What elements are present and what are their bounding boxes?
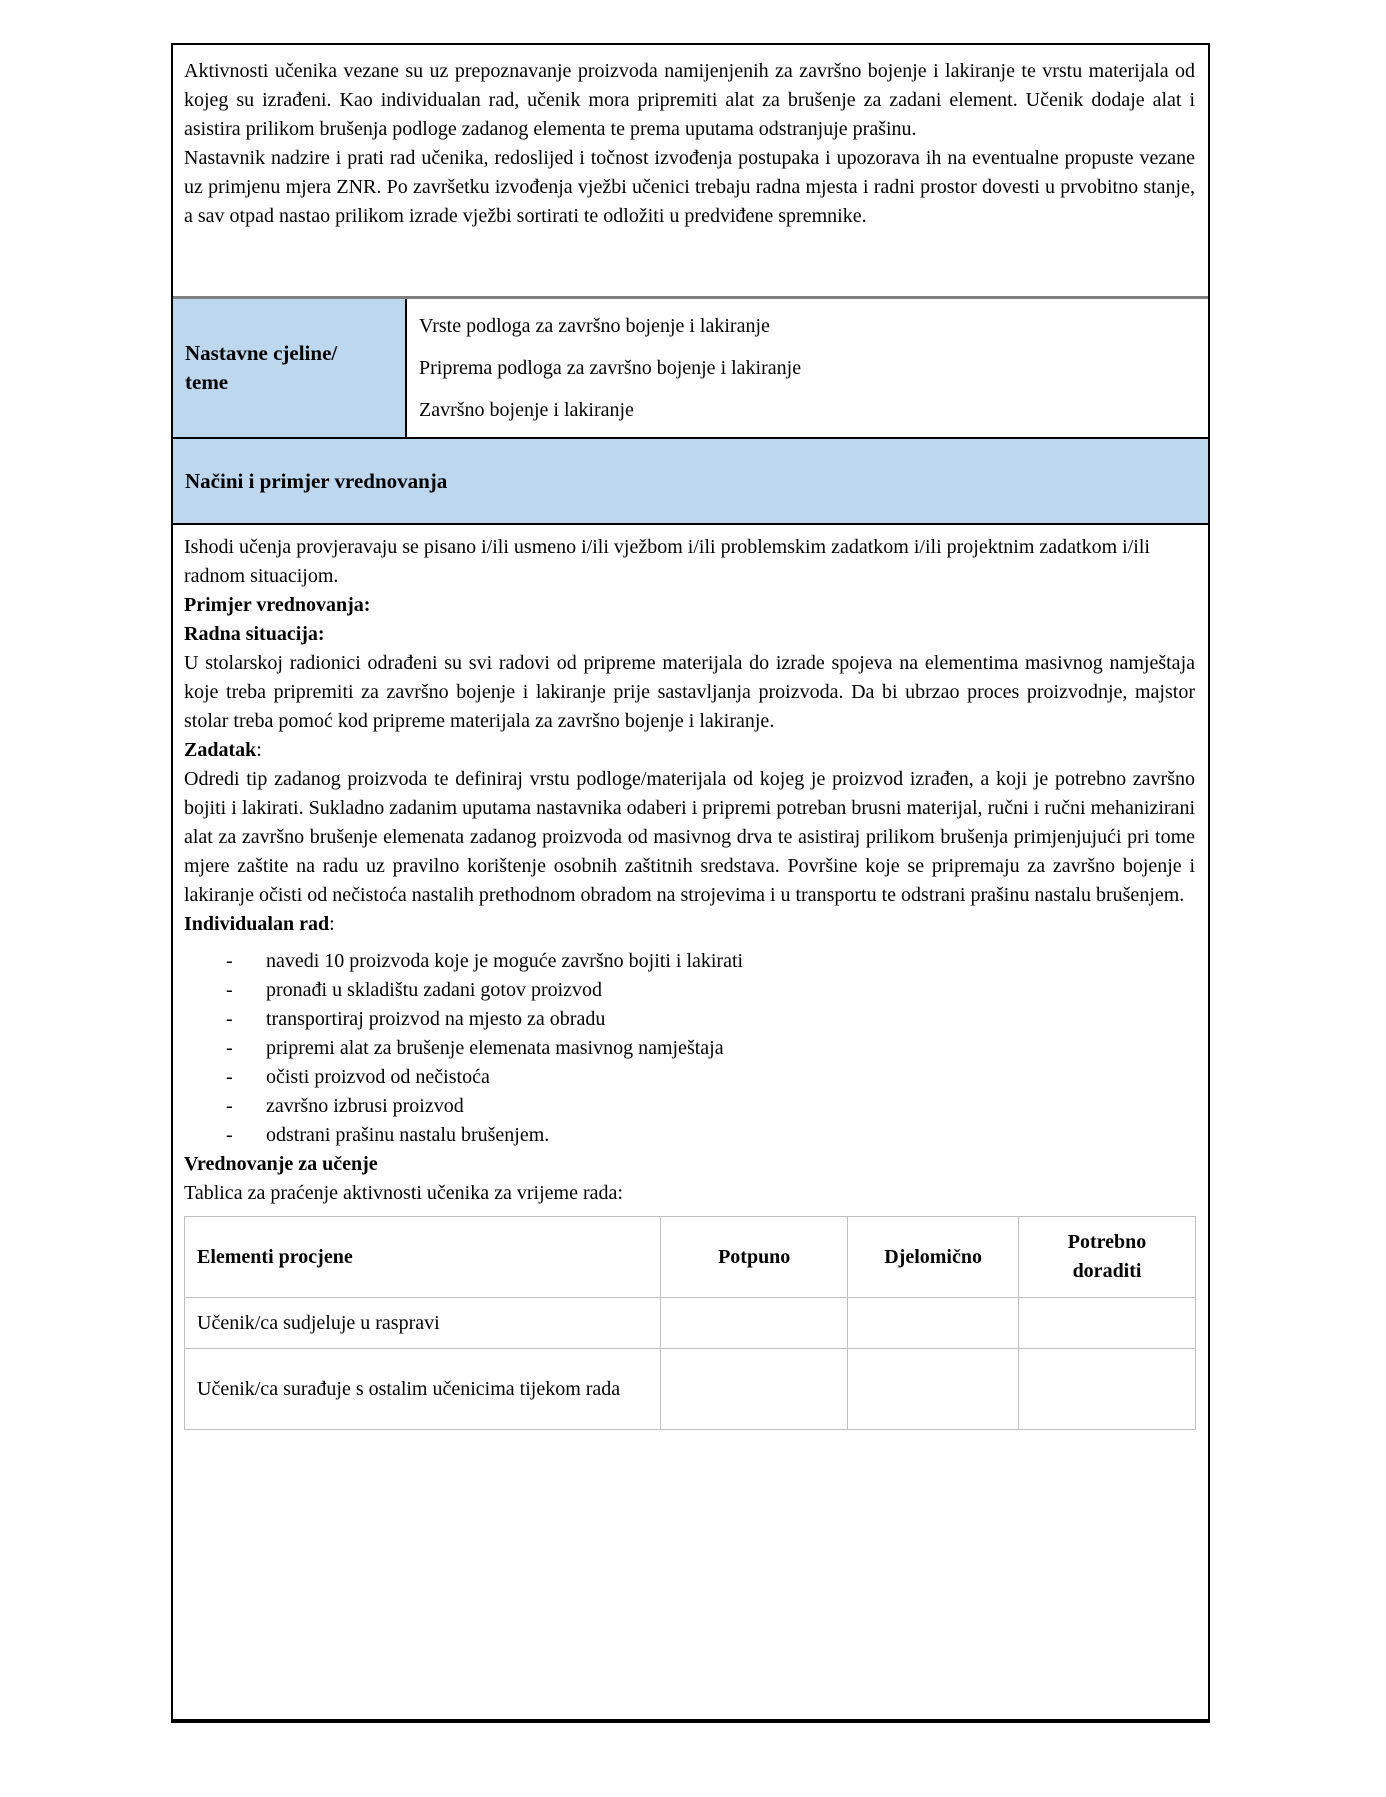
assessment-value-cell <box>1019 1349 1196 1430</box>
task-marker: - <box>226 979 233 1001</box>
units-label-line2: teme <box>185 370 229 394</box>
assessment-header-cell: Potpuno <box>661 1217 848 1298</box>
units-label-cell <box>173 299 407 437</box>
intro-section <box>173 45 1208 296</box>
units-row <box>173 296 1208 439</box>
primjer-heading: Primjer vrednovanja: <box>184 594 371 616</box>
vrednovanje-heading: Vrednovanje za učenje <box>184 1153 378 1175</box>
assessment-label-cell: Učenik/ca sudjeluje u raspravi <box>185 1298 661 1349</box>
assessment-header-cell: Elementi procjene <box>185 1217 661 1298</box>
task-marker: - <box>226 950 233 972</box>
task-item <box>184 1092 1195 1121</box>
task-text: transportiraj proizvod na mjesto za obradu <box>266 1008 606 1030</box>
intro-paragraph-2: Nastavnik nadzire i prati rad učenika, redoslijed i točnost izvođenja postupaka i upozorava ih na eventualne propuste vezane uz primjenu mjera ZNR. Po završetku izvođenja vježbi učenici trebaju radna mjesta i radni prostor dovesti u prvobitno stanje, a sav otpad nastao prilikom izrade vježbi sortirati te odložiti u predviđene spremnike. <box>184 147 1195 227</box>
task-marker: - <box>226 1066 233 1088</box>
zadatak-heading-colon: : <box>256 739 262 761</box>
curriculum-document <box>171 43 1210 1723</box>
assessment-header-row <box>185 1217 1196 1298</box>
task-text: pronađi u skladištu zadani gotov proizvod <box>266 979 603 1001</box>
radna-paragraph: U stolarskoj radionici odrađeni su svi radovi od pripreme materijala do izrade spojeva na elementima masivnog namještaja koje treba pripremiti za završno bojenje i lakiranje prije sastavljanja proizvoda. Da bi ubrzao proces proizvodnje, majstor stolar treba pomoć kod pripreme materijala za završno bojenje i lakiranje. <box>184 652 1195 732</box>
task-item <box>184 1121 1195 1150</box>
zadatak-paragraph: Odredi tip zadanog proizvoda te definiraj vrstu podloge/materijala od kojeg je proizvod izrađen, a koji je potrebno završno bojiti i lakirati. Sukladno zadanim uputama nastavnika odaberi i pripremi potreban brusni materijal, ručni i ručni mehanizirani alat za završno brušenje elemenata zadanog proizvoda od masivnog drva te asistiraj prilikom brušenja primjenjujući pri tome mjere zaštite na radu uz pravilno korištenje osobnih zaštitnih sredstava. Površine koje se pripremaju za završno bojenje i lakiranje očisti od nečistoća nastalih prethodnom obradom na strojevima i u transportu te odstrani prašinu nastalu brušenjem. <box>184 768 1195 906</box>
task-text: odstrani prašinu nastalu brušenjem. <box>266 1124 550 1146</box>
assessment-header-cell: Potrebno doraditi <box>1019 1217 1196 1298</box>
task-marker: - <box>226 1095 233 1117</box>
task-text: završno izbrusi proizvod <box>266 1095 464 1117</box>
units-content-cell <box>407 299 1208 437</box>
task-text: očisti proizvod od nečistoća <box>266 1066 490 1088</box>
task-item <box>184 1034 1195 1063</box>
assessment-header-cell: Djelomično <box>848 1217 1019 1298</box>
ishodi-paragraph: Ishodi učenja provjeravaju se pisano i/ili usmeno i/ili vježbom i/ili problemskim zadatkom i/ili projektnim zadatkom i/ili radnom situacijom. <box>184 536 1150 587</box>
unit-item: Završno bojenje i lakiranje <box>419 398 634 421</box>
intro-paragraph-1: Aktivnosti učenika vezane su uz prepoznavanje proizvoda namijenjenih za završno bojenje i lakiranje te vrstu materijala od kojeg su izrađeni. Kao individualan rad, učenik mora pripremiti alat za brušenje za zadani element. Učenik dodaje alat i asistira prilikom brušenja podloge zadanog elementa te prema uputama odstranjuje prašinu. <box>184 60 1195 140</box>
section-header-row <box>173 439 1208 525</box>
radna-heading: Radna situacija: <box>184 623 325 645</box>
task-item <box>184 1063 1195 1092</box>
assessment-value-cell <box>1019 1298 1196 1349</box>
task-marker: - <box>226 1037 233 1059</box>
task-list <box>184 947 1195 1150</box>
assessment-row <box>185 1298 1196 1349</box>
assessment-value-cell <box>661 1349 848 1430</box>
task-item <box>184 1005 1195 1034</box>
zadatak-heading-text: Zadatak <box>184 739 257 761</box>
individualan-heading-text: Individualan rad <box>184 913 330 935</box>
tablica-caption: Tablica za praćenje aktivnosti učenika za vrijeme rada: <box>184 1182 623 1204</box>
assessment-value-cell <box>661 1298 848 1349</box>
assessment-row <box>185 1349 1196 1430</box>
section-header-title: Načini i primjer vrednovanja <box>185 468 448 493</box>
assessment-value-cell <box>848 1298 1019 1349</box>
task-item <box>184 976 1195 1005</box>
assessment-label-cell: Učenik/ca surađuje s ostalim učenicima tijekom rada <box>185 1349 661 1430</box>
units-label-line1: Nastavne cjeline/ <box>185 341 338 365</box>
task-text: navedi 10 proizvoda koje je moguće završno bojiti i lakirati <box>266 950 744 972</box>
individualan-heading-colon: : <box>329 913 335 935</box>
assessment-table <box>184 1216 1196 1430</box>
unit-item: Vrste podloga za završno bojenje i lakiranje <box>419 314 770 337</box>
individualan-heading <box>184 910 1195 939</box>
unit-item: Priprema podloga za završno bojenje i lakiranje <box>419 356 802 379</box>
zadatak-heading <box>184 736 1195 765</box>
task-text: pripremi alat za brušenje elemenata masivnog namještaja <box>266 1037 724 1059</box>
task-marker: - <box>226 1124 233 1146</box>
task-item <box>184 947 1195 976</box>
task-marker: - <box>226 1008 233 1030</box>
assessment-value-cell <box>848 1349 1019 1430</box>
body-section <box>173 525 1208 1442</box>
